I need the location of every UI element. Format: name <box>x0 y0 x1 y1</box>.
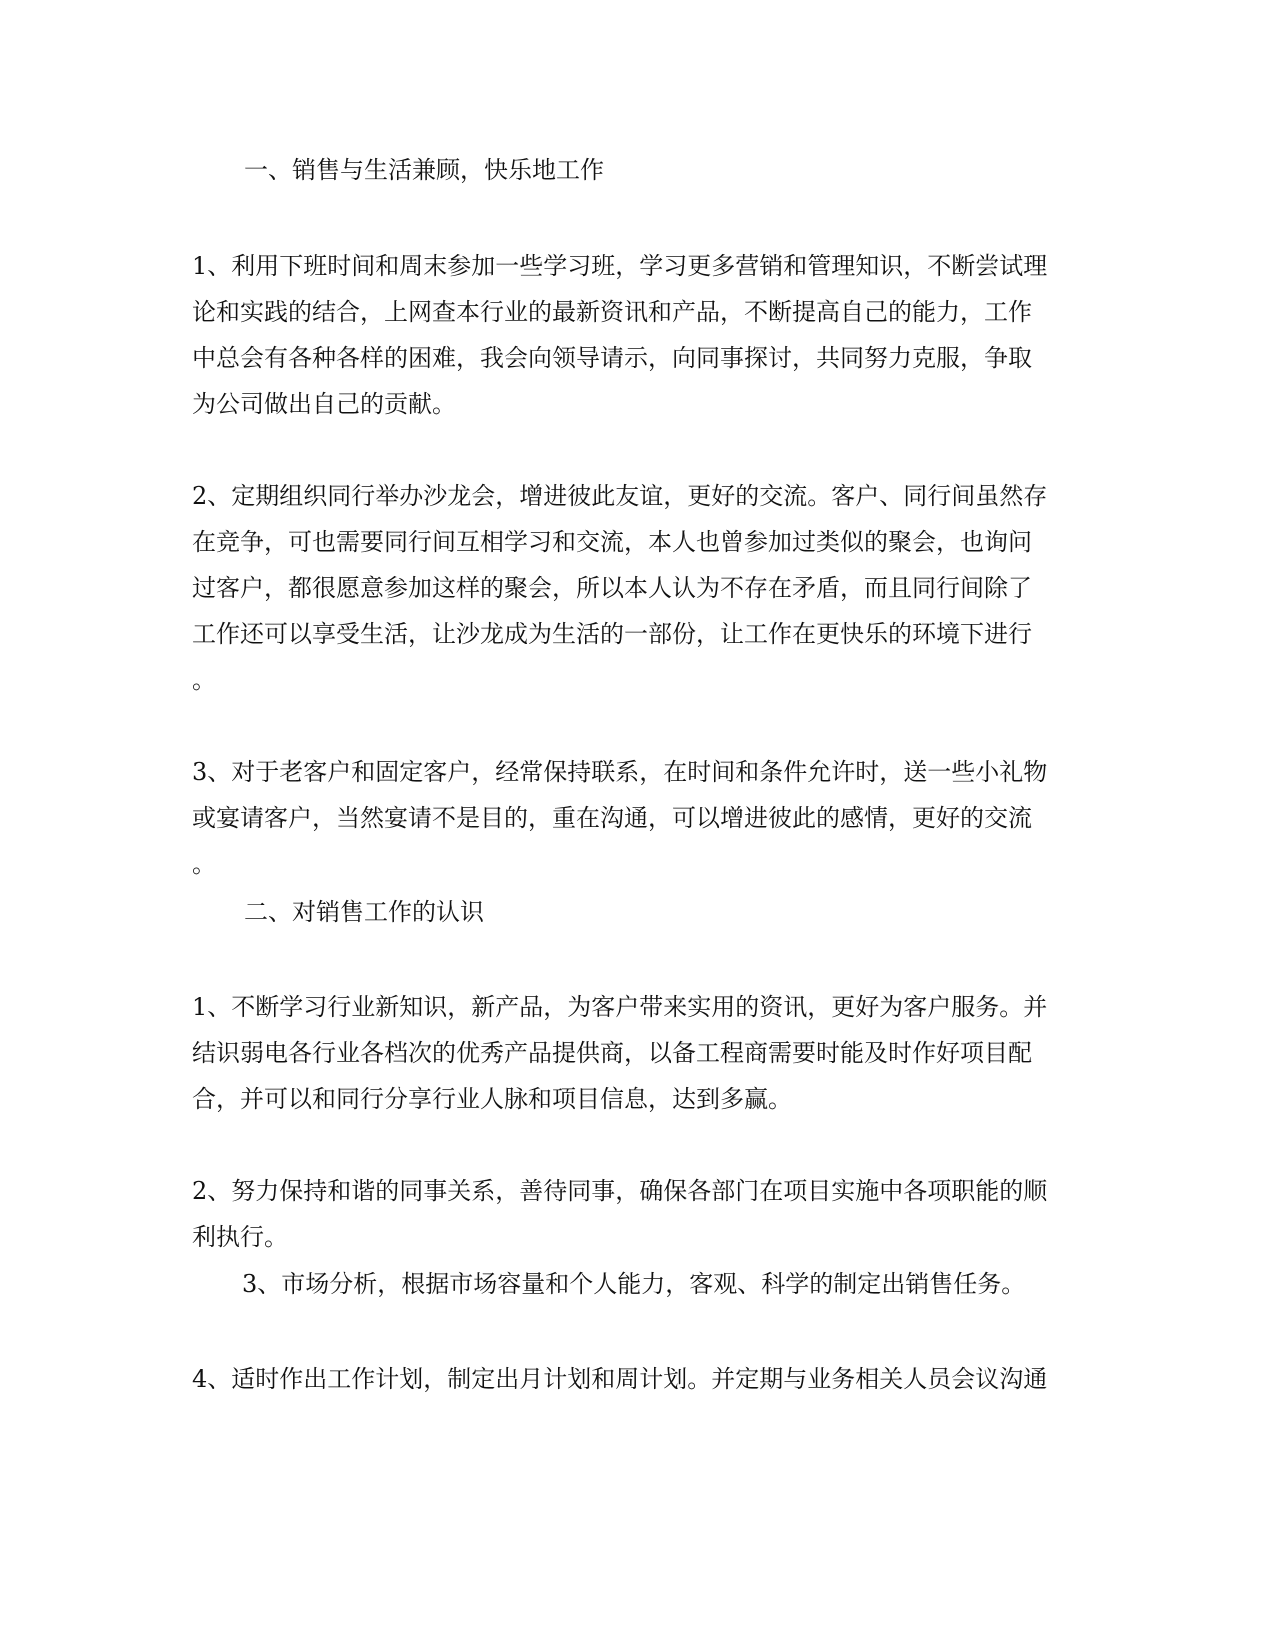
section-heading-2: 二、对销售工作的认识 <box>244 898 484 926</box>
paragraph-line: 3、对于老客户和固定客户，经常保持联系，在时间和条件允许时，送一些小礼物 <box>192 758 1048 786</box>
paragraph-line: 利执行。 <box>192 1223 288 1251</box>
paragraph-line: 为公司做出自己的贡献。 <box>192 390 456 418</box>
paragraph-line: 结识弱电各行业各档次的优秀产品提供商，以备工程商需要时能及时作好项目配 <box>192 1039 1032 1067</box>
paragraph-line: 1、利用下班时间和周末参加一些学习班，学习更多营销和管理知识，不断尝试理 <box>192 252 1048 280</box>
paragraph-line: 中总会有各种各样的困难，我会向领导请示，向同事探讨，共同努力克服，争取 <box>192 344 1032 372</box>
paragraph-line: 1、不断学习行业新知识，新产品，为客户带来实用的资讯，更好为客户服务。并 <box>192 993 1048 1021</box>
paragraph-line: 过客户，都很愿意参加这样的聚会，所以本人认为不存在矛盾，而且同行间除了 <box>192 574 1032 602</box>
paragraph-line: 2、定期组织同行举办沙龙会，增进彼此友谊，更好的交流。客户、同行间虽然存 <box>192 482 1048 510</box>
paragraph-line: 3、市场分析，根据市场容量和个人能力，客观、科学的制定出销售任务。 <box>242 1270 1026 1298</box>
paragraph-line: 。 <box>192 666 216 694</box>
paragraph-line: 在竞争，可也需要同行间互相学习和交流，本人也曾参加过类似的聚会，也询问 <box>192 528 1032 556</box>
paragraph-line: 论和实践的结合，上网查本行业的最新资讯和产品，不断提高自己的能力，工作 <box>192 298 1032 326</box>
paragraph-line: 工作还可以享受生活，让沙龙成为生活的一部份，让工作在更快乐的环境下进行 <box>192 620 1032 648</box>
paragraph-line: 或宴请客户，当然宴请不是目的，重在沟通，可以增进彼此的感情，更好的交流 <box>192 804 1032 832</box>
paragraph-line: 4、适时作出工作计划，制定出月计划和周计划。并定期与业务相关人员会议沟通 <box>192 1365 1048 1393</box>
paragraph-line: 合，并可以和同行分享行业人脉和项目信息，达到多赢。 <box>192 1085 792 1113</box>
section-heading-1: 一、销售与生活兼顾，快乐地工作 <box>244 156 604 184</box>
paragraph-line: 。 <box>192 850 216 878</box>
paragraph-line: 2、努力保持和谐的同事关系，善待同事，确保各部门在项目实施中各项职能的顺 <box>192 1177 1048 1205</box>
